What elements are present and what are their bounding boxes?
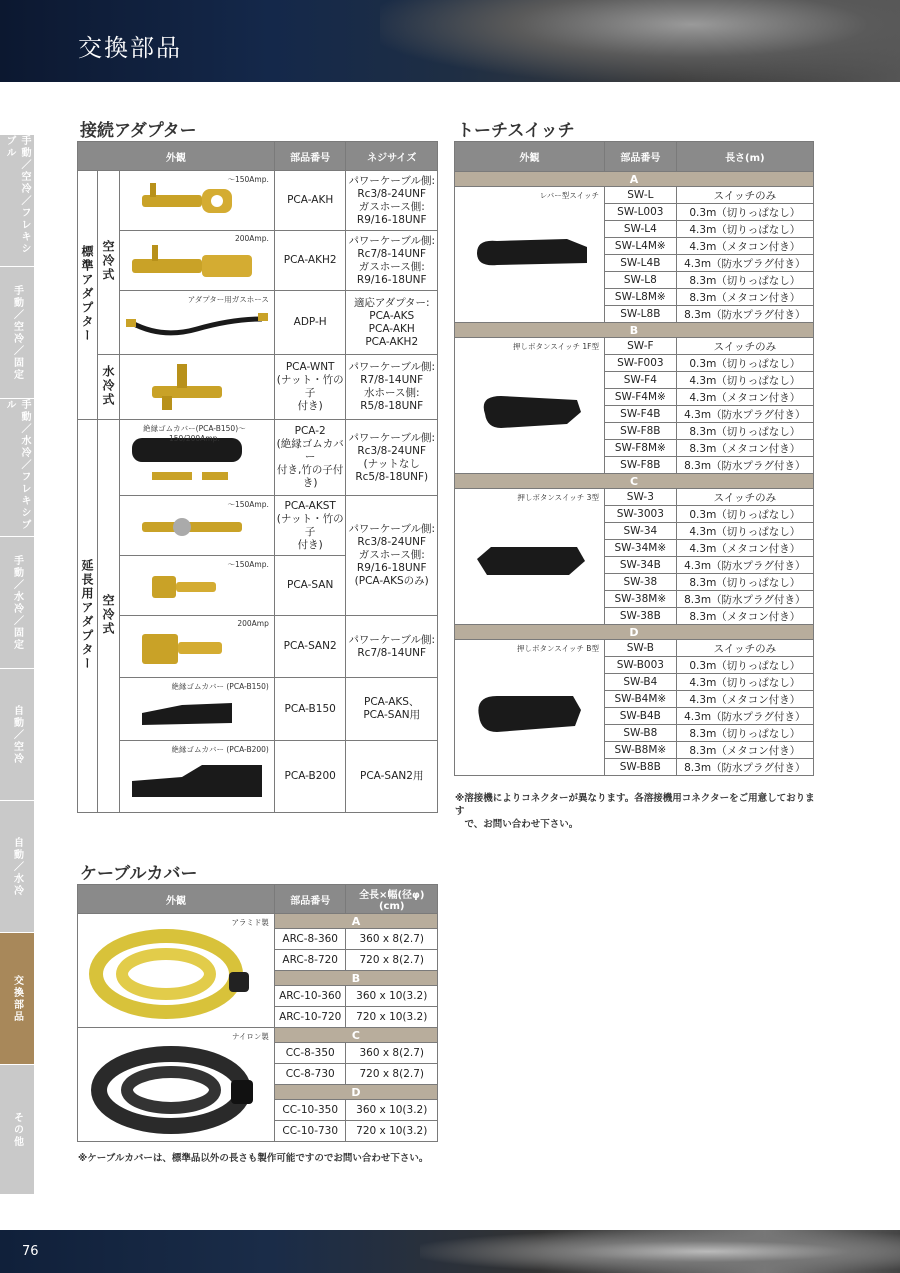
part-number: SW-3003 <box>604 506 676 523</box>
part-number: PCA-B150 <box>274 678 346 741</box>
switch-image: 押しボタンスイッチ 1F型 <box>455 338 605 474</box>
group-label-c: C <box>455 474 814 489</box>
size: 720 x 8(2.7) <box>346 950 438 971</box>
length: 0.3m（切りっぱなし） <box>676 204 813 221</box>
length: 8.3m（切りっぱなし） <box>676 423 813 440</box>
switch-image: 押しボタンスイッチ 3型 <box>455 489 605 625</box>
thread-size: 適応アダプター: PCA-AKS PCA-AKH PCA-AKH2 <box>346 291 438 355</box>
part-number: SW-F8B <box>604 457 676 474</box>
length: 4.3m（防水プラグ付き） <box>676 708 813 725</box>
length: 8.3m（切りっぱなし） <box>676 725 813 742</box>
switch-heading: トーチスイッチ <box>457 121 575 141</box>
nylon-cover-photo <box>81 1028 271 1138</box>
part-number: SW-B8M※ <box>604 742 676 759</box>
length: 8.3m（防水プラグ付き） <box>676 457 813 474</box>
length: 4.3m（防水プラグ付き） <box>676 255 813 272</box>
group-label-a: A <box>455 172 814 187</box>
col-look: 外観 <box>455 142 605 172</box>
switch-image: 押しボタンスイッチ B型 <box>455 640 605 776</box>
part-number: CC-10-730 <box>274 1121 346 1142</box>
page-footer-banner <box>0 1230 900 1273</box>
cable-heading: ケーブルカバー <box>80 864 198 884</box>
col-size: 全長×幅(径φ) (cm) <box>346 885 438 914</box>
part-number: SW-B8 <box>604 725 676 742</box>
group-label-b: B <box>455 323 814 338</box>
part-number: SW-F <box>604 338 676 355</box>
part-number: SW-F8B <box>604 423 676 440</box>
col-look: 外観 <box>78 142 275 171</box>
switch-note: ※溶接機によりコネクターが異なります。各溶接機用コネクターをご用意しております で、お問い合わせ下さい。 <box>455 793 815 830</box>
col-length: 長さ(m) <box>676 142 813 172</box>
part-number: SW-L <box>604 187 676 204</box>
part-number: SW-F4M※ <box>604 389 676 406</box>
length: 0.3m（切りっぱなし） <box>676 506 813 523</box>
pushbutton-switch-photo <box>457 344 602 464</box>
part-number: SW-L8B <box>604 306 676 323</box>
group-label-d: D <box>455 625 814 640</box>
thread-size: パワーケーブル側: Rc3/8-24UNF ガスホース側: R9/16-18UNF <box>346 171 438 231</box>
part-number: SW-34 <box>604 523 676 540</box>
thread-size: PCA-AKS、 PCA-SAN用 <box>346 678 438 741</box>
part-number: SW-L003 <box>604 204 676 221</box>
side-tab-0[interactable]: 手動／空冷／フレキシブル <box>0 135 34 267</box>
col-part: 部品番号 <box>604 142 676 172</box>
part-number: PCA-AKH <box>274 171 346 231</box>
part-number: SW-38 <box>604 574 676 591</box>
col-thread: ネジサイズ <box>346 142 438 171</box>
group-label-b: B <box>274 971 437 986</box>
page-number: 76 <box>22 1244 39 1259</box>
thread-size: パワーケーブル側: R7/8-14UNF 水ホース側: R5/8-18UNF <box>346 355 438 420</box>
header-photo <box>380 0 900 82</box>
part-number: ARC-10-720 <box>274 1007 346 1028</box>
thread-size: PCA-SAN2用 <box>346 741 438 813</box>
thread-size: パワーケーブル側: Rc3/8-24UNF (ナットなし Rc5/8-18UNF) <box>346 420 438 496</box>
length: 8.3m（メタコン付き） <box>676 742 813 759</box>
cable-note: ※ケーブルカバーは、標準品以外の長さも製作可能ですのでお問い合わせ下さい。 <box>78 1153 429 1164</box>
adapter-table <box>77 141 438 813</box>
part-number: SW-B4M※ <box>604 691 676 708</box>
size: 720 x 8(2.7) <box>346 1064 438 1085</box>
page-header-banner <box>0 0 900 82</box>
part-number: PCA-2 (絶縁ゴムカバー 付き,竹の子付き) <box>274 420 346 496</box>
part-number: ADP-H <box>274 291 346 355</box>
thread-size: パワーケーブル側: Rc7/8-14UNF <box>346 616 438 678</box>
group-standard: 標準アダプター <box>78 171 98 420</box>
length: スイッチのみ <box>676 187 813 204</box>
side-tab-6-active[interactable]: 交換部品 <box>0 933 34 1065</box>
size: 360 x 10(3.2) <box>346 986 438 1007</box>
adapter-image: ～150Amp. <box>119 171 274 231</box>
part-number: SW-34B <box>604 557 676 574</box>
lever-switch-photo <box>457 193 602 313</box>
part-number: SW-F003 <box>604 355 676 372</box>
air-cooled-label: 空冷式 <box>97 420 119 813</box>
size: 360 x 10(3.2) <box>346 1100 438 1121</box>
group-label-d: D <box>274 1085 437 1100</box>
size: 360 x 8(2.7) <box>346 929 438 950</box>
part-number: CC-8-730 <box>274 1064 346 1085</box>
part-number: PCA-WNT (ナット・竹の子 付き) <box>274 355 346 420</box>
part-number: SW-F4 <box>604 372 676 389</box>
part-number: SW-L8 <box>604 272 676 289</box>
part-number: CC-8-350 <box>274 1043 346 1064</box>
adapter-photo <box>122 356 272 416</box>
water-cooled-label: 水冷式 <box>97 355 119 420</box>
nylon-cover-image: ナイロン製 <box>78 1028 275 1142</box>
switch-table <box>454 141 814 776</box>
size: 720 x 10(3.2) <box>346 1121 438 1142</box>
length: 8.3m（防水プラグ付き） <box>676 591 813 608</box>
col-part: 部品番号 <box>274 142 346 171</box>
length: スイッチのみ <box>676 338 813 355</box>
side-tab-3[interactable]: 手動／水冷／固定 <box>0 537 34 669</box>
part-number: SW-L4M※ <box>604 238 676 255</box>
group-label-a: A <box>274 914 437 929</box>
col-part: 部品番号 <box>274 885 346 914</box>
length: 4.3m（メタコン付き） <box>676 691 813 708</box>
part-number: SW-38B <box>604 608 676 625</box>
part-number: PCA-SAN <box>274 556 346 616</box>
adapter-image: 200Amp. <box>119 231 274 291</box>
length: 4.3m（防水プラグ付き） <box>676 406 813 423</box>
col-look: 外観 <box>78 885 275 914</box>
side-tab-5[interactable]: 自動／水冷 <box>0 801 34 933</box>
length: 4.3m（メタコン付き） <box>676 389 813 406</box>
part-number: SW-B003 <box>604 657 676 674</box>
length: スイッチのみ <box>676 640 813 657</box>
length: 4.3m（切りっぱなし） <box>676 674 813 691</box>
part-number: SW-B4 <box>604 674 676 691</box>
length: 0.3m（切りっぱなし） <box>676 355 813 372</box>
part-number: SW-L8M※ <box>604 289 676 306</box>
adapter-image: 絶縁ゴムカバー(PCA-B150)～150/200Amp. <box>119 420 274 496</box>
adapter-image: 200Amp <box>119 616 274 678</box>
part-number: ARC-10-360 <box>274 986 346 1007</box>
side-tab-7[interactable]: その他 <box>0 1065 34 1195</box>
side-tab-1[interactable]: 手動／空冷／固定 <box>0 267 34 399</box>
air-cooled-label: 空冷式 <box>97 171 119 355</box>
size: 720 x 10(3.2) <box>346 1007 438 1028</box>
part-number: SW-F8M※ <box>604 440 676 457</box>
length: 4.3m（切りっぱなし） <box>676 372 813 389</box>
part-number: SW-B4B <box>604 708 676 725</box>
length: 4.3m（切りっぱなし） <box>676 221 813 238</box>
part-number: SW-L4B <box>604 255 676 272</box>
pushbutton-switch-photo <box>457 646 602 766</box>
length: 8.3m（防水プラグ付き） <box>676 759 813 776</box>
aramid-cover-image: アラミド製 <box>78 914 275 1028</box>
switch-image: レバー型スイッチ <box>455 187 605 323</box>
length: 8.3m（切りっぱなし） <box>676 574 813 591</box>
part-number: SW-L4 <box>604 221 676 238</box>
side-tab-4[interactable]: 自動／空冷 <box>0 669 34 801</box>
aramid-cover-photo <box>81 914 271 1024</box>
group-extension: 延長用アダプター <box>78 420 98 813</box>
size: 360 x 8(2.7) <box>346 1043 438 1064</box>
length: 4.3m（防水プラグ付き） <box>676 557 813 574</box>
thread-size: パワーケーブル側: Rc7/8-14UNF ガスホース側: R9/16-18UNF <box>346 231 438 291</box>
length: 4.3m（切りっぱなし） <box>676 523 813 540</box>
part-number: ARC-8-720 <box>274 950 346 971</box>
length: 4.3m（メタコン付き） <box>676 540 813 557</box>
length: 8.3m（切りっぱなし） <box>676 272 813 289</box>
part-number: PCA-AKST (ナット・竹の子 付き) <box>274 496 346 556</box>
part-number: SW-38M※ <box>604 591 676 608</box>
part-number: PCA-SAN2 <box>274 616 346 678</box>
part-number: PCA-AKH2 <box>274 231 346 291</box>
adapter-image: 絶縁ゴムカバー (PCA-B200) <box>119 741 274 813</box>
page-title: 交換部品 <box>78 34 182 62</box>
part-number: SW-34M※ <box>604 540 676 557</box>
part-number: SW-F4B <box>604 406 676 423</box>
length: 4.3m（メタコン付き） <box>676 238 813 255</box>
length: スイッチのみ <box>676 489 813 506</box>
length: 8.3m（防水プラグ付き） <box>676 306 813 323</box>
group-label-c: C <box>274 1028 437 1043</box>
part-number: PCA-B200 <box>274 741 346 813</box>
adapter-image: ～150Amp. <box>119 496 274 556</box>
adapter-image: 絶縁ゴムカバー (PCA-B150) <box>119 678 274 741</box>
pushbutton-switch-photo <box>457 495 602 615</box>
length: 8.3m（メタコン付き） <box>676 440 813 457</box>
part-number: SW-B <box>604 640 676 657</box>
side-tab-2[interactable]: 手動／水冷／フレキシブル <box>0 399 34 537</box>
length: 0.3m（切りっぱなし） <box>676 657 813 674</box>
part-number: SW-B8B <box>604 759 676 776</box>
adapter-heading: 接続アダプター <box>80 121 197 141</box>
adapter-image <box>119 355 274 420</box>
adapter-image: アダプター用ガスホース <box>119 291 274 355</box>
length: 8.3m（メタコン付き） <box>676 608 813 625</box>
footer-photo <box>420 1230 900 1273</box>
part-number: ARC-8-360 <box>274 929 346 950</box>
adapter-image: ～150Amp. <box>119 556 274 616</box>
part-number: CC-10-350 <box>274 1100 346 1121</box>
thread-size: パワーケーブル側: Rc3/8-24UNF ガスホース側: R9/16-18UNF (PCA-AKSのみ) <box>346 496 438 616</box>
length: 8.3m（メタコン付き） <box>676 289 813 306</box>
part-number: SW-3 <box>604 489 676 506</box>
cable-table <box>77 884 438 1142</box>
